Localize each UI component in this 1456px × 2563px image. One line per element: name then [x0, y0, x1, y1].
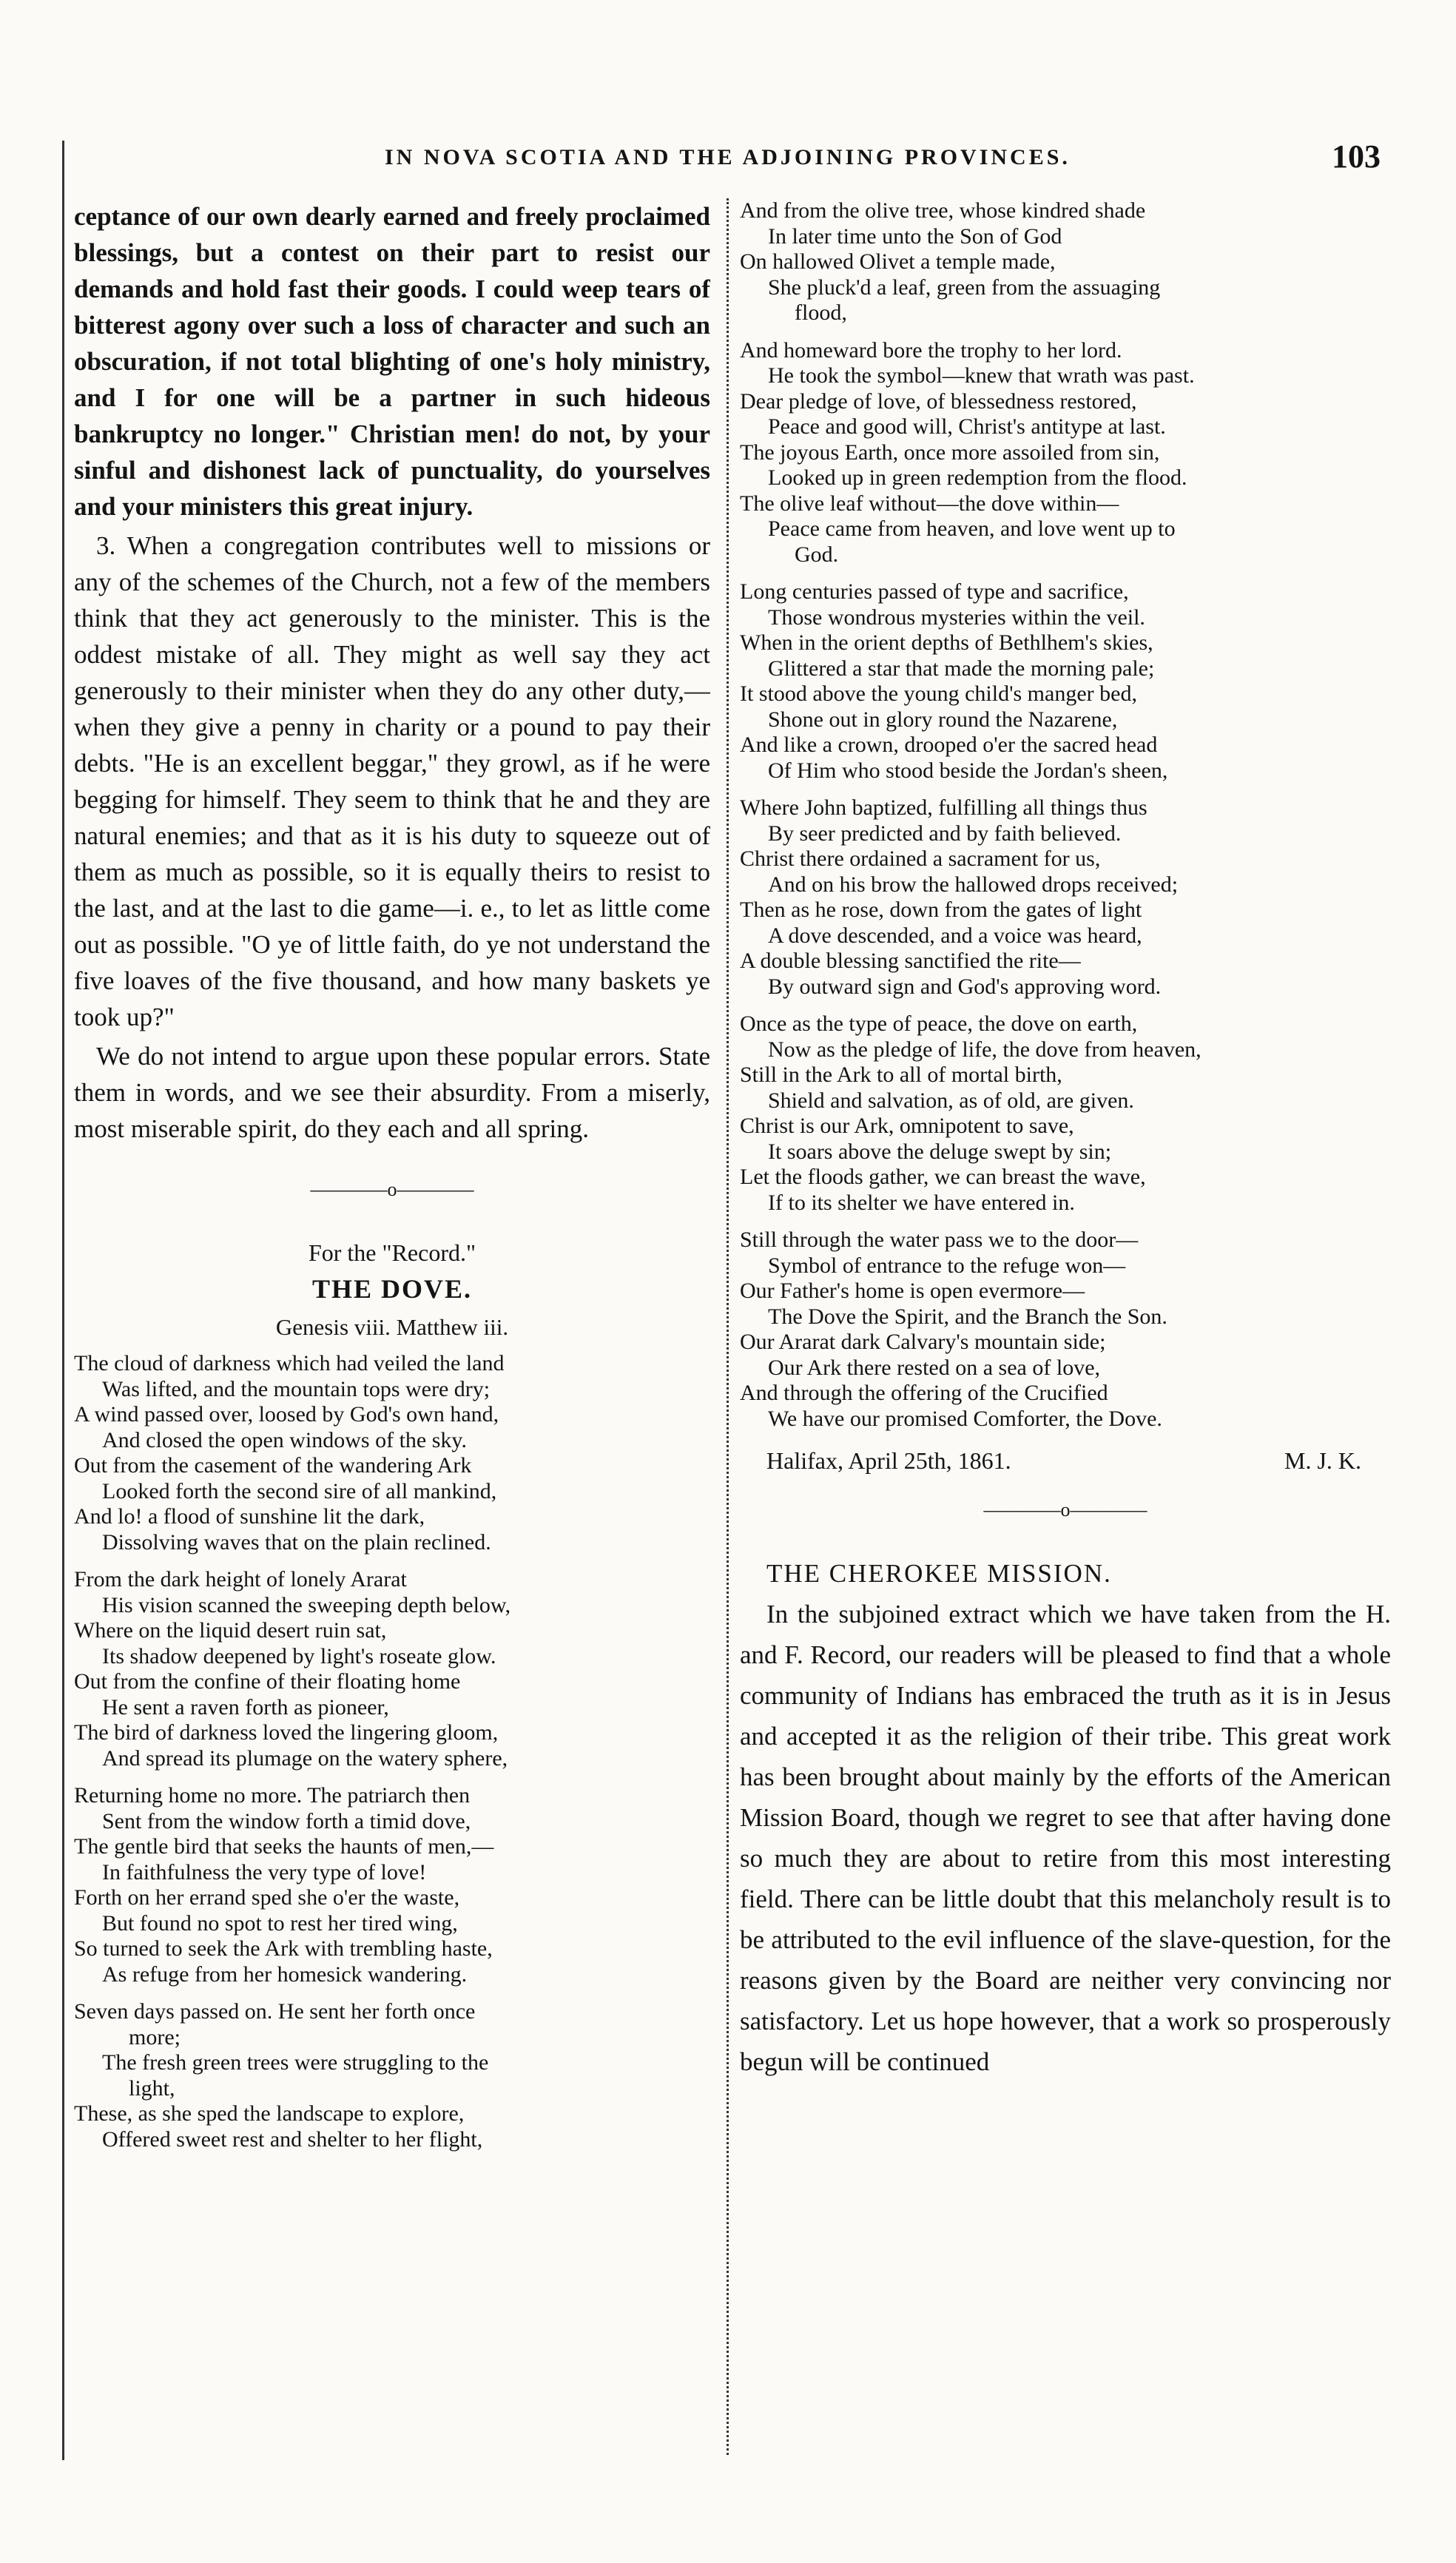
- right-column: [740, 198, 1391, 2462]
- poem-stanza: [740, 795, 1391, 1000]
- poem-stanza: [74, 1567, 710, 1771]
- poem-line: Christ there ordained a sacrament for us,: [740, 846, 1101, 871]
- poem-line: The joyous Earth, once more assoiled from sin,: [740, 439, 1160, 465]
- poem-line: It stood above the young child's manger bed,: [740, 681, 1137, 706]
- section-separator-right: ————o————: [983, 1499, 1147, 1520]
- poem-line: He sent a raven forth as pioneer,: [102, 1694, 389, 1720]
- poem-place-date: Halifax, April 25th, 1861.: [766, 1447, 1011, 1474]
- essay-paragraph-1: ceptance of our own dearly earned and freely proclaimed blessings, but a contest on their part to resist our demands and hold fast their goods. I could weep tears of bitterest agony over such a loss of character and such an obscuration, if not total blighting of one's holy ministry, and I for one will be a partner in such hideous bankruptcy no longer." Christian men! do not, by your sinful and dishonest lack of punctuality, do yourselves and your ministers this great injury.: [74, 202, 710, 521]
- poem-line: Offered sweet rest and shelter to her flight,: [102, 2126, 483, 2152]
- poem-line: flood,: [795, 300, 847, 325]
- poem-line: Shield and salvation, as of old, are given.: [768, 1088, 1134, 1113]
- poem-stanza: [740, 198, 1391, 326]
- cherokee-mission-article: [740, 1553, 1391, 2082]
- running-title: IN NOVA SCOTIA AND THE ADJOINING PROVINCES.: [385, 145, 1071, 169]
- poem-line: Was lifted, and the mountain tops were dry;: [102, 1376, 491, 1401]
- essay-paragraph-2: 3. When a congregation contributes well to missions or any of the schemes of the Church, not a few of the members think that they act generously to the minister. This is the oddest mistake of all. They might as well say they act generously to their minister when they do any other duty,—when they give a penny in charity or a pound to pay their debts. "He is an excellent beggar," they growl, as if he were begging for himself. They seem to think that he and they are natural enemies; and that as it is his duty to squeeze out of them as much as possible, so it is equally theirs to resist to the last, and at the last to die game—i. e., to let as little come out as possible. "O ye of little faith, do ye not understand the five loaves of the five thousand, and how many baskets ye took up?": [74, 531, 710, 1031]
- poem-line: Returning home no more. The patriarch then: [74, 1783, 471, 1808]
- poem-stanza: [740, 1011, 1391, 1216]
- poem-line: But found no spot to rest her tired wing,: [102, 1910, 458, 1936]
- article-title: THE CHEROKEE MISSION.: [766, 1559, 1112, 1588]
- poem-line: We have our promised Comforter, the Dove.: [768, 1406, 1162, 1431]
- poem-right-part: [740, 198, 1391, 1432]
- poem-line: Christ is our Ark, omnipotent to save,: [740, 1114, 1074, 1138]
- poem-stanza: [74, 1351, 710, 1555]
- poem-line: She pluck'd a leaf, green from the assuaging: [768, 275, 1161, 300]
- poem-line: A wind passed over, loosed by God's own hand,: [74, 1402, 499, 1427]
- essay-paragraph-3: We do not intend to argue upon these popular errors. State them in words, and we see their absurdity. From a miserly, most miserable spirit, do they each and all spring.: [74, 1042, 710, 1143]
- poem-line: Our Father's home is open evermore—: [740, 1279, 1085, 1303]
- poem-scripture-references: Genesis viii. Matthew iii.: [275, 1314, 509, 1340]
- poem-line: Then as he rose, down from the gates of light: [740, 897, 1142, 922]
- poem-stanza: [74, 1783, 710, 1987]
- poem-line: The cloud of darkness which had veiled the land: [74, 1351, 505, 1375]
- poem-line: Shone out in glory round the Nazarene,: [768, 707, 1118, 732]
- poem-line: Dear pledge of love, of blessedness restored,: [740, 388, 1137, 414]
- poem-left-part: [74, 1351, 710, 2152]
- poem-line: A dove descended, and a voice was heard,: [768, 923, 1142, 948]
- poem-line: God.: [795, 542, 839, 567]
- poem-author: M. J. K.: [1284, 1447, 1361, 1474]
- poem-line: And homeward bore the trophy to her lord.: [740, 337, 1122, 363]
- poem-line: And closed the open windows of the sky.: [102, 1427, 467, 1452]
- poem-line: Those wondrous mysteries within the veil.: [768, 604, 1145, 630]
- poem-line: On hallowed Olivet a temple made,: [740, 249, 1056, 274]
- poem-line: The Dove the Spirit, and the Branch the Son.: [768, 1304, 1167, 1329]
- poem-line: His vision scanned the sweeping depth below,: [102, 1592, 511, 1617]
- poem-line: If to its shelter we have entered in.: [768, 1190, 1075, 1215]
- article-body: In the subjoined extract which we have taken from the H. and F. Record, our readers will be pleased to find that a whole community of Indians has embraced the truth as it is in Jesus and accepted it as the religion of their tribe. This great work has been brought about mainly by the efforts of the American Mission Board, though we regret to see that after having done so much they are about to retire from this most interesting field. There can be little doubt that this melancholy result is to be attributed to the evil influence of the slave-question, for the reasons given by the Board are neither very convincing nor satisfactory. Let us hope however, that a work so prosperously begun will be continued: [740, 1600, 1391, 2076]
- poem-stanza: [74, 1999, 710, 2152]
- page-number: 103: [1332, 138, 1381, 175]
- poem-line: Sent from the window forth a timid dove,: [102, 1808, 471, 1833]
- poem-line: Now as the pledge of life, the dove from heaven,: [768, 1037, 1201, 1062]
- poem-line: Our Ararat dark Calvary's mountain side;: [740, 1330, 1106, 1354]
- poem-line: Where on the liquid desert ruin sat,: [74, 1618, 387, 1643]
- poem-line: Where John baptized, fulfilling all things thus: [740, 795, 1147, 820]
- poem-line: And on his brow the hallowed drops received;: [768, 872, 1179, 897]
- poem-line: The gentle bird that seeks the haunts of men,—: [74, 1834, 494, 1859]
- poem-line: And like a crown, drooped o'er the sacred head: [740, 732, 1158, 757]
- poem-stanza: [740, 338, 1391, 568]
- poem-line: A double blessing sanctified the rite—: [740, 949, 1081, 973]
- essay-continuation: [74, 198, 710, 1147]
- poem-line: Glittered a star that made the morning pale;: [768, 656, 1155, 681]
- poem-line: These, as she sped the landscape to explore,: [74, 2101, 465, 2126]
- poem-line: light,: [129, 2075, 175, 2101]
- left-margin-rule: [62, 141, 64, 2460]
- poem-stanza: [740, 1227, 1391, 1432]
- poem-line: Its shadow deepened by light's roseate glow.: [102, 1643, 496, 1668]
- poem-line: By seer predicted and by faith believed.: [768, 821, 1122, 846]
- poem-title: THE DOVE.: [311, 1274, 473, 1304]
- poem-line: Peace and good will, Christ's antitype at last.: [768, 414, 1166, 439]
- poem-line: Still through the water pass we to the door—: [740, 1227, 1139, 1252]
- poem-line: Once as the type of peace, the dove on earth,: [740, 1011, 1138, 1036]
- poem-line: In faithfulness the very type of love!: [102, 1859, 427, 1885]
- poem-line: Long centuries passed of type and sacrifice,: [740, 579, 1129, 604]
- poem-line: Of Him who stood beside the Jordan's sheen,: [768, 758, 1168, 783]
- poem-line: The bird of darkness loved the lingering gloom,: [74, 1720, 499, 1745]
- poem-line: Looked forth the second sire of all mankind,: [102, 1478, 497, 1503]
- poem-line: The olive leaf without—the dove within—: [740, 491, 1119, 516]
- section-separator-left: ————o————: [310, 1179, 474, 1200]
- poem-line: Looked up in green redemption from the flood.: [768, 465, 1187, 490]
- left-column: [74, 198, 710, 2462]
- poem-line: From the dark height of lonely Ararat: [74, 1567, 407, 1592]
- poem-line: And from the olive tree, whose kindred shade: [740, 198, 1146, 223]
- page-header: [0, 138, 1456, 189]
- poem-line: The fresh green trees were struggling to the: [102, 2050, 489, 2075]
- poem-line: Symbol of entrance to the refuge won—: [768, 1253, 1126, 1278]
- poem-line: So turned to seek the Ark with trembling haste,: [74, 1936, 493, 1961]
- poem-line: It soars above the deluge swept by sin;: [768, 1139, 1112, 1164]
- poem-line: Forth on her errand sped she o'er the waste,: [74, 1885, 460, 1910]
- poem-stanza: [740, 579, 1391, 784]
- poem-line: And through the offering of the Crucified: [740, 1381, 1108, 1405]
- column-divider: [727, 198, 729, 2455]
- poem-line: Still in the Ark to all of mortal birth,: [740, 1062, 1062, 1087]
- poem-line: Out from the casement of the wandering Ark: [74, 1453, 472, 1478]
- poem-line: And spread its plumage on the watery sphere,: [102, 1745, 508, 1771]
- poem-source-note: For the "Record.": [308, 1239, 476, 1266]
- poem-line: Our Ark there rested on a sea of love,: [768, 1355, 1101, 1380]
- poem-line: By outward sign and God's approving word.: [768, 974, 1162, 999]
- poem-line: Seven days passed on. He sent her forth once: [74, 1999, 476, 2024]
- poem-line: Dissolving waves that on the plain reclined.: [102, 1529, 491, 1555]
- poem-line: Out from the confine of their floating home: [74, 1669, 461, 1694]
- poem-line: Peace came from heaven, and love went up to: [768, 516, 1176, 541]
- poem-line: more;: [129, 2024, 181, 2050]
- poem-line: And lo! a flood of sunshine lit the dark,: [74, 1504, 425, 1529]
- poem-line: He took the symbol—knew that wrath was past.: [768, 363, 1195, 388]
- poem-line: As refuge from her homesick wandering.: [102, 1961, 468, 1987]
- poem-line: Let the floods gather, we can breast the wave,: [740, 1165, 1146, 1189]
- poem-signature: [740, 1444, 1391, 1478]
- poem-line: In later time unto the Son of God: [768, 223, 1062, 249]
- poem-line: When in the orient depths of Bethlhem's skies,: [740, 630, 1153, 655]
